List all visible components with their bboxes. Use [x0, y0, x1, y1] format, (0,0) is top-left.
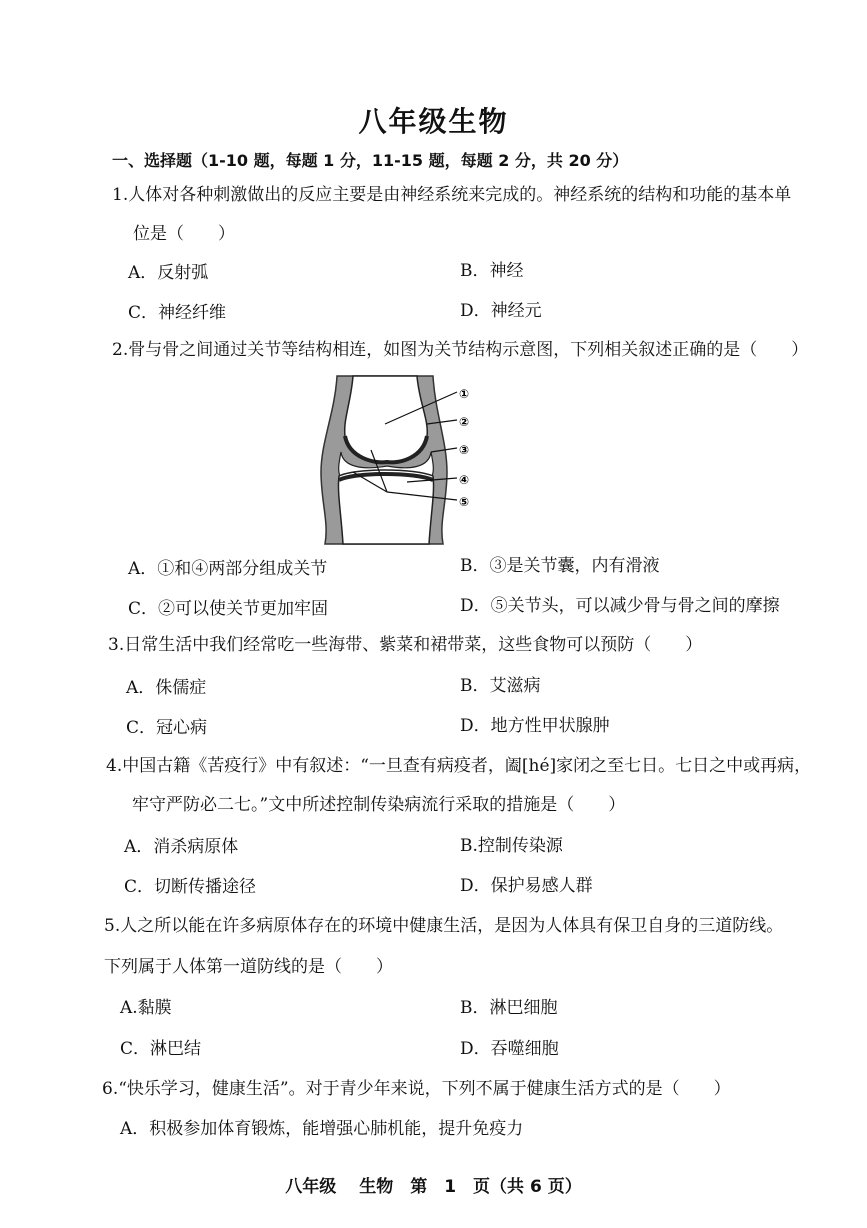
question-5-option-a: A.黏膜 — [120, 998, 172, 1018]
figure-label-5: ⑤ — [459, 495, 470, 509]
figure-label-3: ③ — [459, 443, 470, 457]
question-1-option-a: A．反射弧 — [128, 263, 209, 283]
question-1-stem-line-2: 位是（ ） — [133, 224, 235, 244]
question-2-option-b: B．③是关节囊，内有滑液 — [460, 556, 660, 576]
question-6-option-a: A．积极参加体育锻炼，能增强心肺机能，提升免疫力 — [120, 1119, 524, 1139]
question-4-option-c: C．切断传播途径 — [124, 877, 257, 897]
question-3-stem: 3.日常生活中我们经常吃一些海带、紫菜和裙带菜，这些食物可以预防（ ） — [108, 635, 703, 655]
joint-structure-diagram — [315, 372, 495, 548]
question-5-stem-line-2: 下列属于人体第一道防线的是（ ） — [104, 957, 393, 977]
question-4-option-d: D．保护易感人群 — [460, 876, 593, 896]
question-3-option-b: B．艾滋病 — [460, 676, 541, 696]
question-3-option-c: C．冠心病 — [126, 718, 208, 738]
question-3-option-d: D．地方性甲状腺肿 — [460, 716, 610, 736]
upper-bone-shape — [345, 376, 428, 462]
page-title: 八年级生物 — [358, 105, 509, 138]
question-5-option-d: D．吞噬细胞 — [460, 1039, 559, 1059]
figure-label-1: ① — [459, 387, 470, 401]
question-4-stem-line-1: 4.中国古籍《苦疫行》中有叙述：“一旦查有病疫者，阖[hé]家闭之至七日。七日之中或再病， — [106, 756, 812, 776]
question-1-option-b: B．神经 — [460, 261, 524, 281]
question-5-option-b: B．淋巴细胞 — [460, 998, 558, 1018]
question-4-option-a: A．消杀病原体 — [124, 837, 239, 857]
question-1-stem-line-1: 1.人体对各种刺激做出的反应主要是由神经系统来完成的。神经系统的结构和功能的基本单 — [112, 185, 792, 205]
question-4-option-b: B.控制传染源 — [460, 836, 563, 856]
question-5-option-c: C．淋巴结 — [120, 1039, 202, 1059]
question-1-option-d: D．神经元 — [460, 301, 542, 321]
question-1-option-c: C．神经纤维 — [128, 303, 227, 323]
question-2-option-d: D．⑤关节头，可以减少骨与骨之间的摩擦 — [460, 596, 780, 616]
question-5-stem-line-1: 5.人之所以能在许多病原体存在的环境中健康生活，是因为人体具有保卫自身的三道防线。 — [104, 916, 784, 936]
question-2-option-a: A．①和④两部分组成关节 — [128, 559, 328, 579]
section-heading: 一、选择题（1-10 题，每题 1 分，11-15 题，每题 2 分，共 20 分） — [112, 151, 629, 170]
figure-label-2: ② — [459, 415, 470, 429]
question-3-option-a: A．侏儒症 — [126, 678, 207, 698]
page-footer: 八年级 生物 第 1 页（共 6 页） — [285, 1177, 582, 1197]
question-4-stem-line-2: 牢守严防必二七。”文中所述控制传染病流行采取的措施是（ ） — [132, 795, 626, 815]
question-6-stem: 6.“快乐学习，健康生活”。对于青少年来说，下列不属于健康生活方式的是（ ） — [102, 1079, 731, 1099]
question-2-option-c: C．②可以使关节更加牢固 — [128, 599, 329, 619]
question-2-stem: 2.骨与骨之间通过关节等结构相连，如图为关节结构示意图，下列相关叙述正确的是（ ） — [112, 340, 809, 360]
figure-label-4: ④ — [459, 473, 470, 487]
